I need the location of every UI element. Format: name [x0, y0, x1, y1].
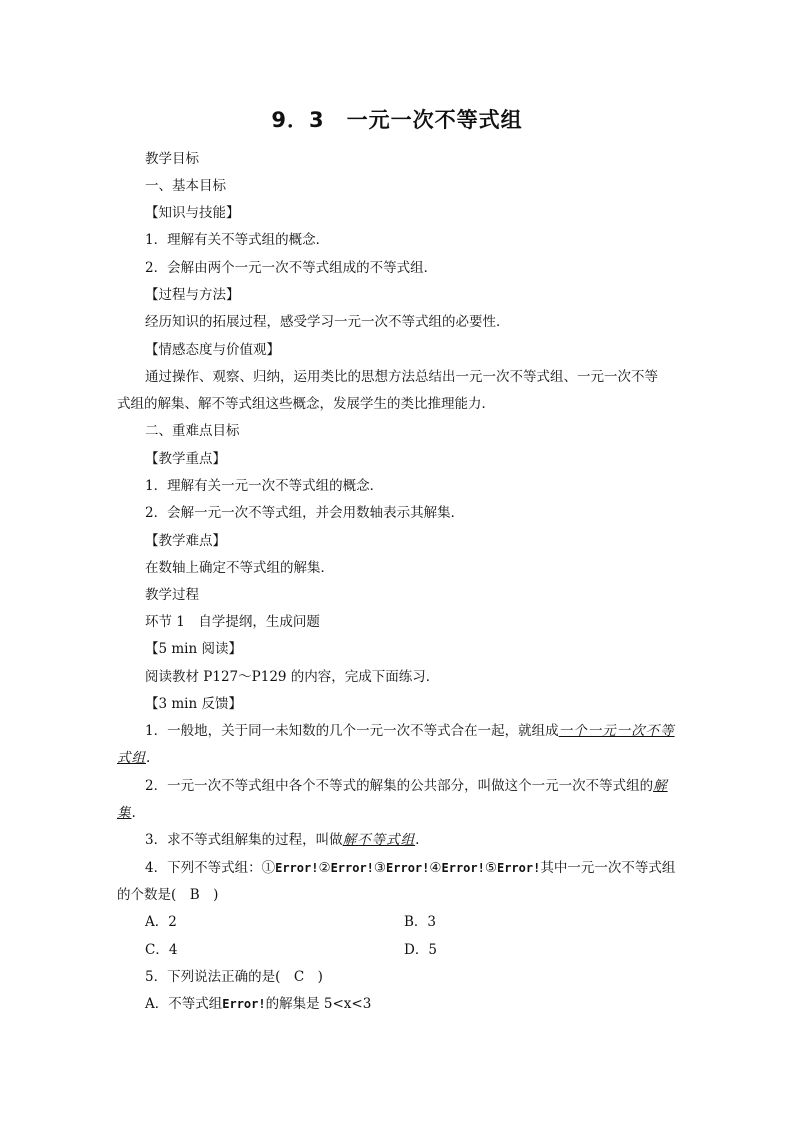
list-item: 2．会解由两个一元一次不等式组成的不等式组．	[145, 260, 438, 276]
question-text: 其中一元一次不等式组	[540, 860, 676, 876]
error-placeholder: Error!	[441, 861, 485, 875]
error-placeholder: Error!	[275, 861, 319, 875]
paragraph: 阅读教材 P127～P129 的内容，完成下面练习．	[145, 669, 440, 685]
error-placeholder: Error!	[222, 997, 266, 1011]
question-text: 4．下列不等式组：①	[145, 860, 276, 876]
question-2	[145, 776, 668, 796]
marker: ⑤	[484, 860, 497, 876]
section-heading: 教学过程	[145, 587, 199, 603]
marker: ④	[429, 860, 442, 876]
punctuation: .	[415, 832, 420, 848]
option-b: B．3	[404, 914, 437, 930]
question-1	[145, 721, 675, 741]
question-3	[145, 830, 419, 850]
paragraph: 在数轴上确定不等式组的解集．	[145, 560, 334, 576]
step-heading: 环节 1 自学提纲，生成问题	[145, 614, 320, 630]
sub-heading: 二、重难点目标	[145, 423, 240, 439]
error-placeholder: Error!	[386, 861, 430, 875]
question-text: 2．一元一次不等式组中各个不等式的解集的公共部分，叫做这个一元一次不等式组的	[145, 778, 654, 794]
answer-fill: 集	[117, 805, 132, 821]
section-heading: 教学目标	[145, 151, 199, 167]
option-c: C．4	[145, 942, 178, 958]
option-text: A．不等式组	[145, 996, 223, 1012]
bracket-heading: 【教学难点】	[145, 533, 226, 549]
page-title: 9．3 一元一次不等式组	[271, 108, 523, 132]
list-item: 1．理解有关一元一次不等式组的概念．	[145, 478, 384, 494]
bracket-heading: 【5 min 阅读】	[145, 641, 242, 657]
option-a: A．2	[145, 914, 177, 930]
marker: ②	[318, 860, 331, 876]
error-placeholder: Error!	[330, 861, 374, 875]
punctuation: .	[131, 805, 136, 821]
marker: ③	[373, 860, 387, 876]
question-1-cont	[117, 748, 150, 768]
list-item: 2．会解一元一次不等式组，并会用数轴表示其解集．	[145, 505, 465, 521]
bracket-heading: 【过程与方法】	[145, 287, 240, 303]
question-4	[145, 858, 675, 878]
option-d: D．5	[404, 942, 437, 958]
bracket-heading: 【情感态度与价值观】	[145, 342, 280, 358]
list-item: 1．理解有关不等式组的概念．	[145, 232, 330, 248]
bracket-heading: 【知识与技能】	[145, 205, 240, 221]
bracket-heading: 【教学重点】	[145, 451, 226, 467]
paragraph: 经历知识的拓展过程，感受学习一元一次不等式组的必要性．	[145, 314, 510, 330]
question-text: 1．一般地，关于同一未知数的几个一元一次不等式合在一起，就组成	[145, 723, 559, 739]
option-text: 的解集是 5<x<3	[265, 996, 372, 1012]
answer-fill: 一个一元一次不等	[558, 723, 675, 739]
paragraph-line: 式组的解集、解不等式组这些概念，发展学生的类比推理能力．	[117, 396, 495, 412]
error-placeholder: Error!	[496, 861, 541, 875]
answer-fill: 解	[653, 778, 668, 794]
sub-heading: 一、基本目标	[145, 178, 226, 194]
option-a	[145, 994, 371, 1014]
answer-fill: 解不等式组	[342, 832, 416, 848]
answer-fill: 式组	[117, 750, 146, 766]
bracket-heading: 【3 min 反馈】	[145, 696, 242, 712]
question-4-cont: 的个数是( B )	[117, 887, 219, 903]
question-5: 5．下列说法正确的是( C )	[145, 969, 323, 985]
punctuation: .	[146, 750, 151, 766]
question-text: 3．求不等式组解集的过程，叫做	[145, 832, 343, 848]
question-2-cont	[117, 803, 136, 823]
paragraph-line: 通过操作、观察、归纳，运用类比的思想方法总结出一元一次不等式组、一元一次不等	[145, 369, 658, 385]
